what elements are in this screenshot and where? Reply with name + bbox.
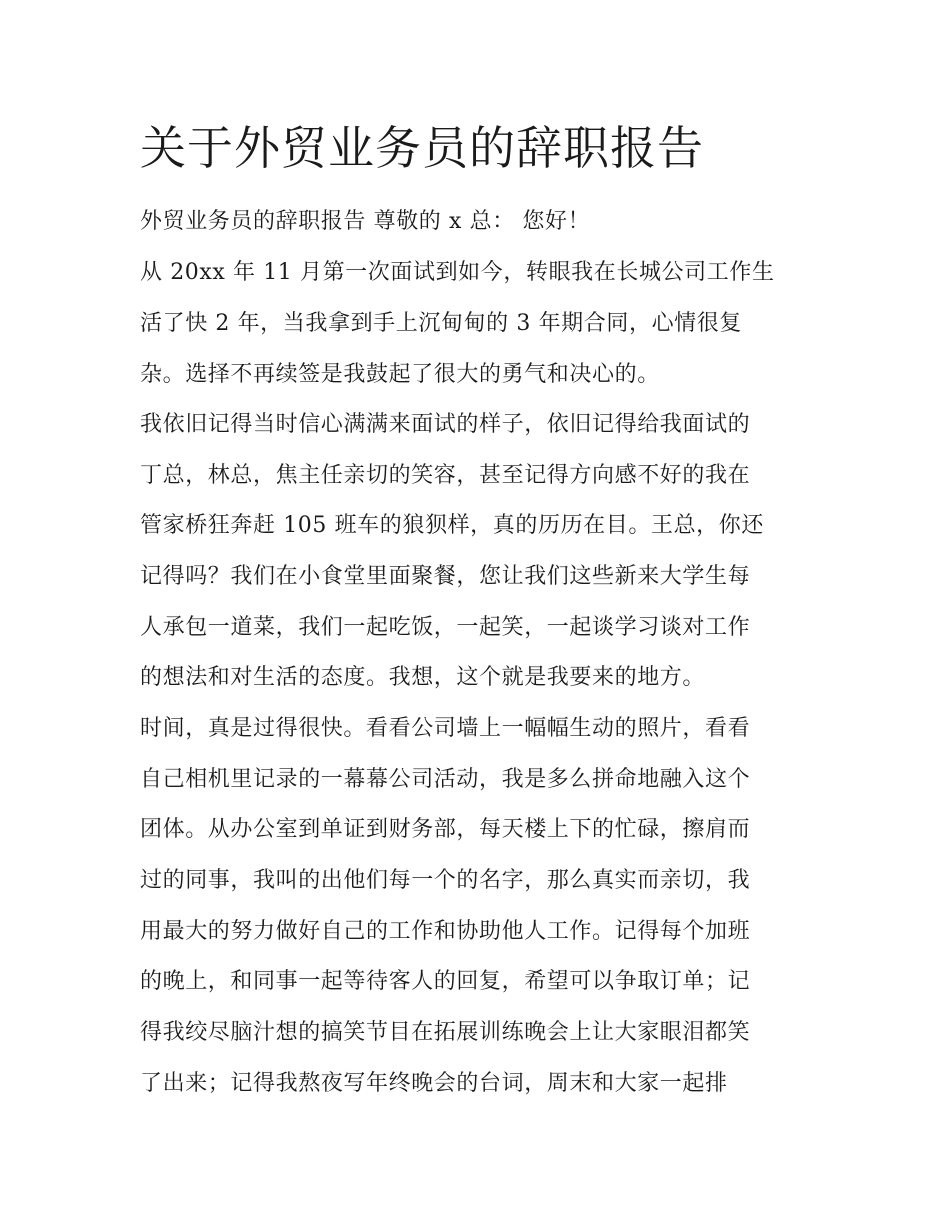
document-title: 关于外贸业务员的辞职报告 <box>140 121 704 175</box>
paragraph-line: 从 20xx 年 11 月第一次面试到如今，转眼我在长城公司工作生 <box>140 260 775 285</box>
paragraph-line: 丁总，林总，焦主任亲切的笑容，甚至记得方向感不好的我在 <box>140 463 751 488</box>
paragraph-line: 自己相机里记录的一幕幕公司活动，我是多么拼命地融入这个 <box>140 767 751 792</box>
paragraph-line: 记得吗？我们在小食堂里面聚餐，您让我们这些新来大学生每 <box>140 564 751 589</box>
paragraph-line: 杂。选择不再续签是我鼓起了很大的勇气和决心的。 <box>140 362 660 387</box>
paragraph-line: 人承包一道菜，我们一起吃饭，一起笑，一起谈学习谈对工作 <box>140 615 751 640</box>
paragraph-line: 团体。从办公室到单证到财务部，每天楼上下的忙碌，擦肩而 <box>140 817 751 842</box>
paragraph-line: 得我绞尽脑汁想的搞笑节目在拓展训练晚会上让大家眼泪都笑 <box>140 1020 751 1045</box>
paragraph-line: 了出来；记得我熬夜写年终晚会的台词，周末和大家一起排 <box>140 1071 728 1096</box>
paragraph-line: 过的同事，我叫的出他们每一个的名字，那么真实而亲切，我 <box>140 868 751 893</box>
paragraph-line: 活了快 2 年，当我拿到手上沉甸甸的 3 年期合同，心情很复 <box>140 311 742 336</box>
paragraph-line: 的想法和对生活的态度。我想，这个就是我要来的地方。 <box>140 665 706 690</box>
paragraph-line: 外贸业务员的辞职报告 尊敬的 x 总： 您好！ <box>140 209 591 234</box>
paragraph-line: 管家桥狂奔赶 105 班车的狼狈样，真的历历在目。王总，你还 <box>140 513 764 538</box>
paragraph-line: 的晚上，和同事一起等待客人的回复，希望可以争取订单；记 <box>140 969 751 994</box>
paragraph-line: 用最大的努力做好自己的工作和协助他人工作。记得每个加班 <box>140 919 751 944</box>
paragraph-line: 时间，真是过得很快。看看公司墙上一幅幅生动的照片，看看 <box>140 716 751 741</box>
paragraph-line: 我依旧记得当时信心满满来面试的样子，依旧记得给我面试的 <box>140 412 751 437</box>
